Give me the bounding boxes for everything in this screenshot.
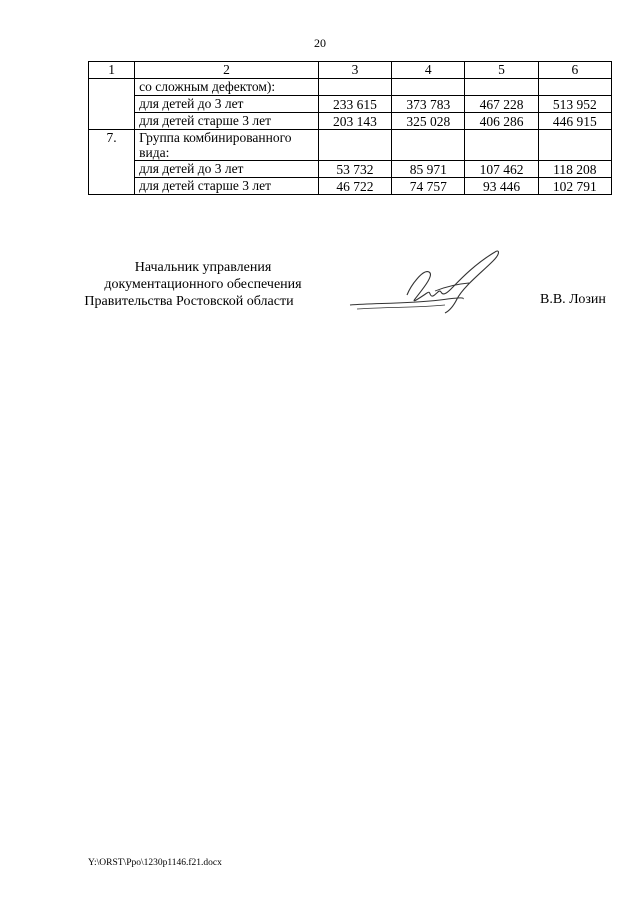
value-col-4: 325 028: [392, 113, 465, 130]
handwritten-signature: [345, 247, 515, 317]
table-row: [89, 96, 612, 113]
header-col-5: 5: [465, 62, 538, 79]
table-row: [89, 161, 612, 178]
signatory-title: [84, 259, 318, 310]
value-col-5: 406 286: [465, 113, 538, 130]
table-header-row: [89, 62, 612, 79]
value-col-6: 118 208: [538, 161, 611, 178]
signatory-title-line-1: Начальник управления: [134, 260, 272, 275]
value-col-3: 233 615: [318, 96, 391, 113]
value-col-5: [465, 79, 538, 96]
value-col-4: 74 757: [392, 178, 465, 195]
row-number-cell: [89, 79, 135, 130]
table-row: [89, 79, 612, 96]
row-label: для детей до 3 лет: [135, 96, 319, 113]
value-col-6: 513 952: [538, 96, 611, 113]
value-col-6: 446 915: [538, 113, 611, 130]
value-col-3: [318, 130, 391, 161]
header-col-1: 1: [89, 62, 135, 79]
value-col-4: [392, 130, 465, 161]
value-col-5: 107 462: [465, 161, 538, 178]
table-row: [89, 178, 612, 195]
header-col-3: 3: [318, 62, 391, 79]
value-col-5: [465, 130, 538, 161]
header-col-4: 4: [392, 62, 465, 79]
row-label: для детей до 3 лет: [135, 161, 319, 178]
signatory-title-line-2: документационного обеспечения: [104, 277, 302, 292]
table-row: [89, 130, 612, 161]
value-col-4: 373 783: [392, 96, 465, 113]
row-number-cell: 7.: [89, 130, 135, 195]
value-col-4: [392, 79, 465, 96]
value-col-6: [538, 79, 611, 96]
value-col-3: 46 722: [318, 178, 391, 195]
value-col-5: 93 446: [465, 178, 538, 195]
document-file-path: Y:\ORST\Ppo\1230p1146.f21.docx: [88, 858, 222, 868]
value-col-3: 53 732: [318, 161, 391, 178]
value-col-3: [318, 79, 391, 96]
row-label: для детей старше 3 лет: [135, 113, 319, 130]
header-col-2: 2: [135, 62, 319, 79]
row-label: Группа комбинированного вида:: [135, 130, 319, 161]
value-col-4: 85 971: [392, 161, 465, 178]
tariff-table: [88, 61, 612, 195]
signatory-title-line-3: Правительства Ростовской области: [84, 294, 294, 309]
value-col-5: 467 228: [465, 96, 538, 113]
value-col-3: 203 143: [318, 113, 391, 130]
table-row: [89, 113, 612, 130]
page-number: 20: [314, 36, 326, 50]
value-col-6: 102 791: [538, 178, 611, 195]
value-col-6: [538, 130, 611, 161]
row-label: со сложным дефектом):: [135, 79, 319, 96]
signer-name: В.В. Лозин: [540, 292, 606, 307]
row-label: для детей старше 3 лет: [135, 178, 319, 195]
header-col-6: 6: [538, 62, 611, 79]
